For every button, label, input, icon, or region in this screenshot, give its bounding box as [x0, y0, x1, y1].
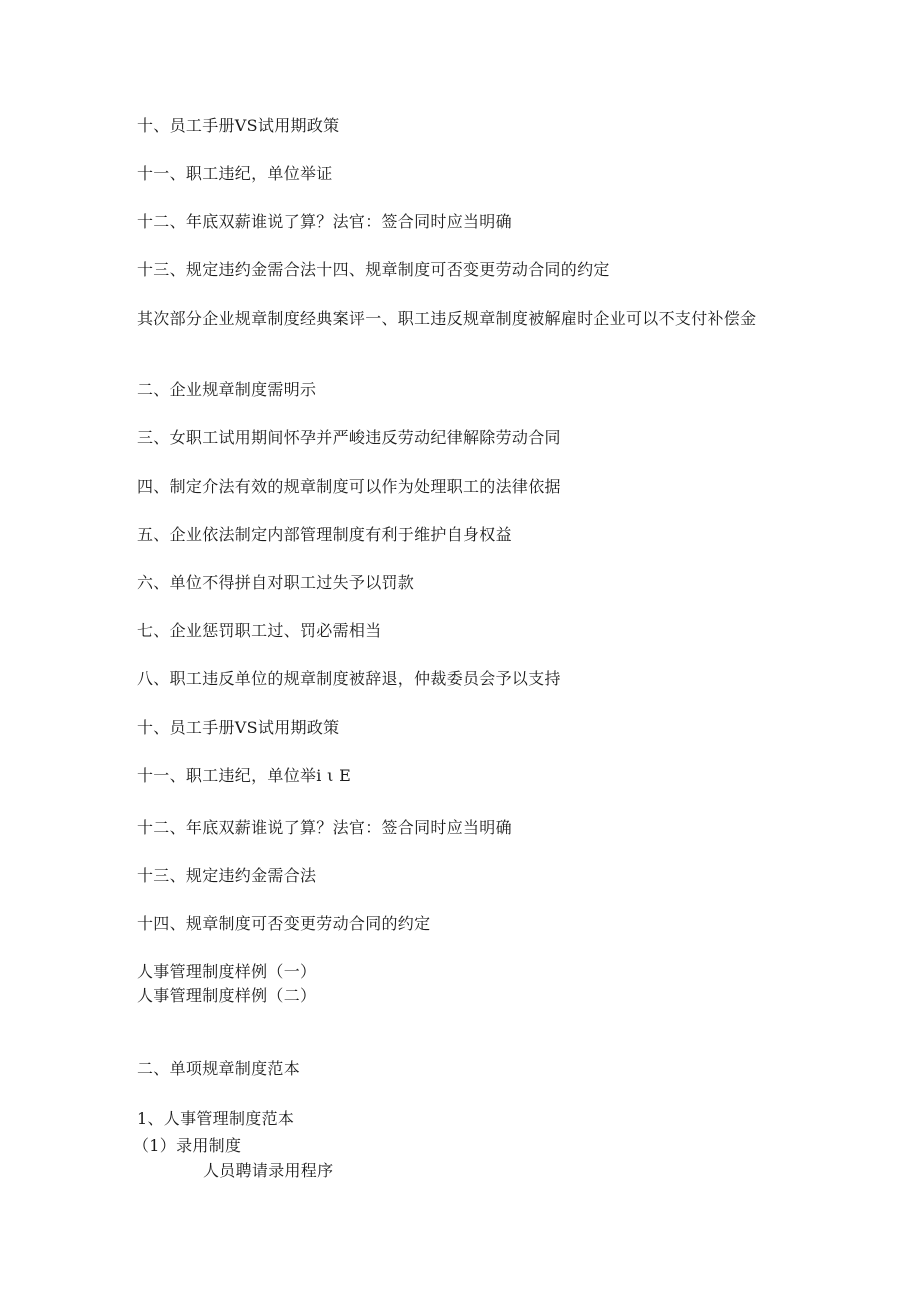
- toc-line: 十三、规定违约金需合法: [137, 866, 317, 885]
- toc-line: 十四、规章制度可否变更劳动合同的约定: [137, 914, 431, 933]
- subsection-item: （1）录用制度: [133, 1136, 242, 1155]
- toc-line: 七、企业惩罚职工过、罚必需相当: [137, 621, 382, 640]
- toc-line: 人事管理制度样例（一）: [137, 962, 317, 981]
- toc-line: 十二、年底双薪谁说了算？法官：签合同时应当明确: [137, 212, 512, 231]
- toc-line: 人事管理制度样例（二）: [137, 986, 317, 1005]
- toc-line: 十一、职工违纪，单位举i ι E: [137, 766, 352, 785]
- toc-line: 三、女职工试用期间怀孕并严峻违反劳动纪律解除劳动合同: [137, 428, 561, 447]
- toc-line: 六、单位不得拼自对职工过失予以罚款: [137, 573, 415, 592]
- section-heading: 二、单项规章制度范本: [137, 1059, 301, 1078]
- subsection-item: 人员聘请录用程序: [203, 1161, 334, 1180]
- toc-line: 十一、职工违纪，单位举证: [137, 164, 333, 183]
- toc-line: 二、企业规章制度需明示: [137, 380, 317, 399]
- toc-line: 十、员工手册VS试用期政策: [137, 116, 340, 135]
- toc-line: 八、职工违反单位的规章制度被辞退，仲裁委员会予以支持: [137, 669, 561, 688]
- section-heading: 其次部分企业规章制度经典案评一、职工违反规章制度被解雇时企业可以不支付补偿金: [137, 309, 757, 328]
- subsection-heading: 1、人事管理制度范本: [137, 1109, 295, 1128]
- toc-line: 十、员工手册VS试用期政策: [137, 718, 340, 737]
- toc-line: 五、企业依法制定内部管理制度有利于维护自身权益: [137, 525, 512, 544]
- toc-line: 四、制定介法有效的规章制度可以作为处理职工的法律依据: [137, 477, 561, 496]
- toc-line: 十三、规定违约金需合法十四、规章制度可否变更劳动合同的约定: [137, 260, 610, 279]
- toc-line: 十二、年底双薪谁说了算？法官：签合同时应当明确: [137, 818, 512, 837]
